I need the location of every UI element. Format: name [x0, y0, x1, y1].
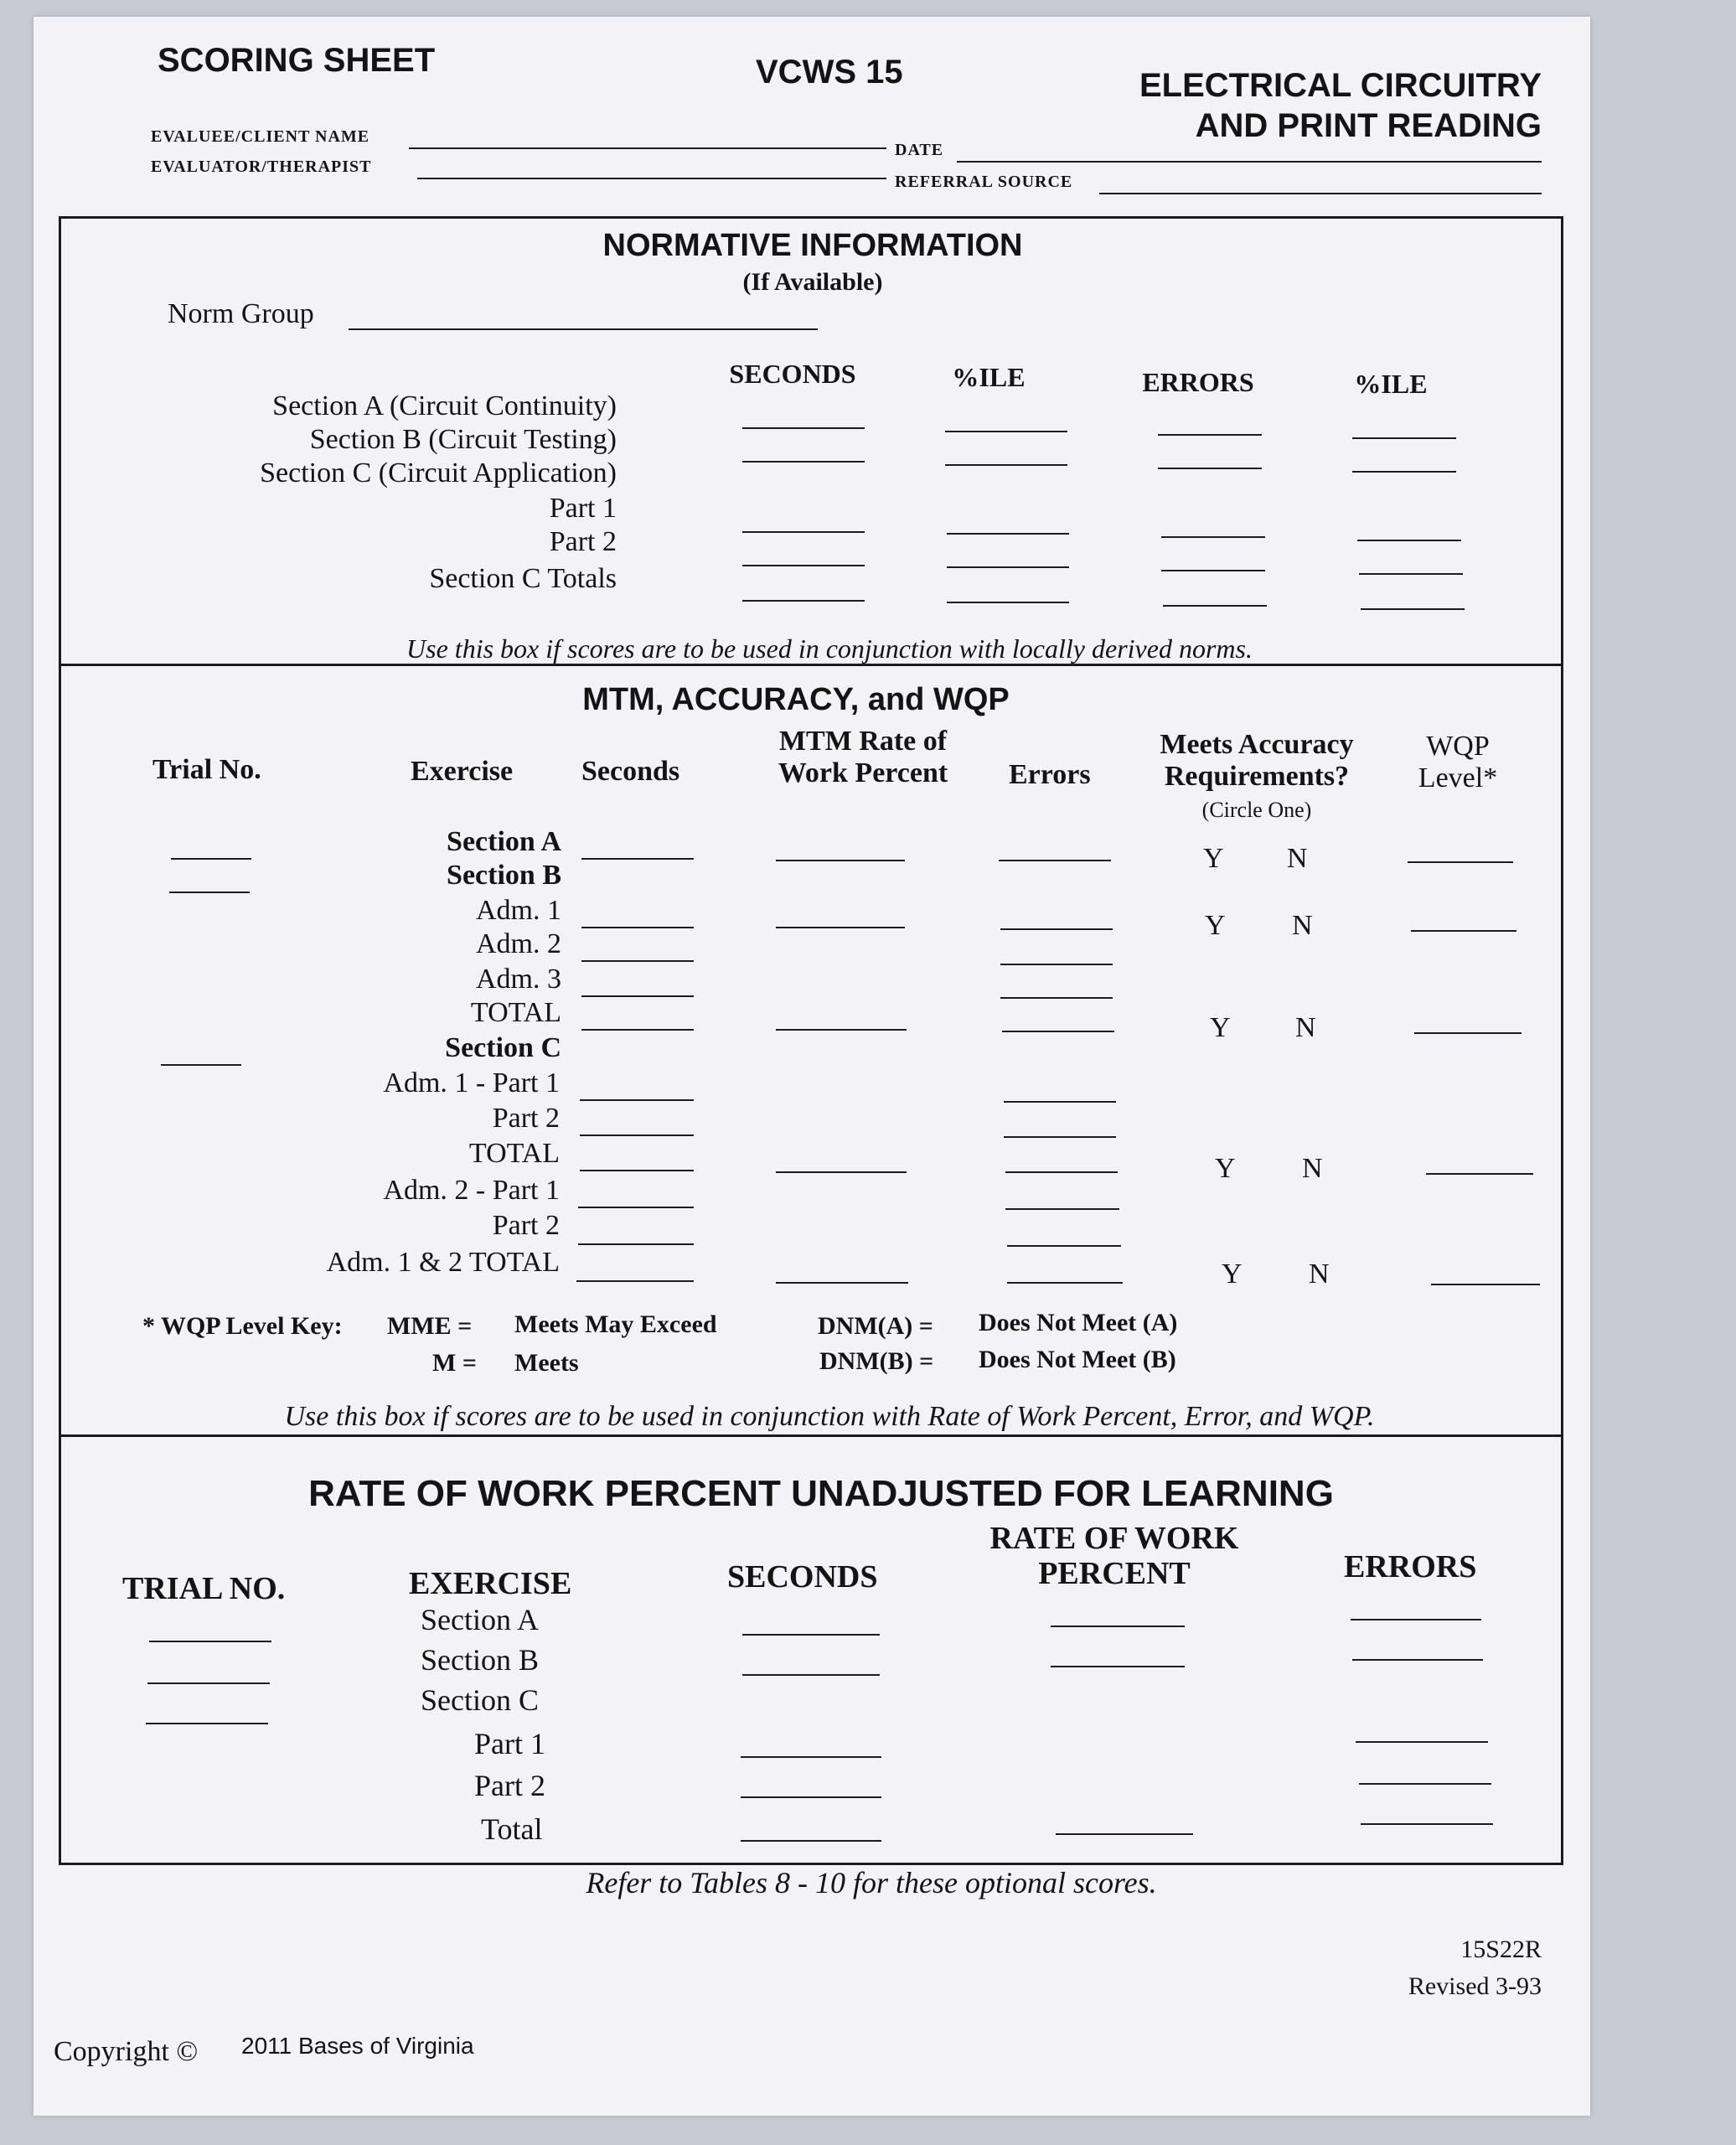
rate-errors-input[interactable]: [1356, 1741, 1488, 1743]
date-input[interactable]: [957, 161, 1542, 163]
errors-input[interactable]: [1005, 1171, 1118, 1173]
errors-input[interactable]: [1007, 1282, 1123, 1284]
rate-col-errors: ERRORS: [1344, 1549, 1477, 1584]
norm-blank[interactable]: [742, 565, 865, 566]
norm-col-pctile-2: %ILE: [1354, 369, 1428, 399]
rate-seconds-input[interactable]: [741, 1796, 881, 1798]
wqp-key-dnma-text: Does Not Meet (A): [979, 1309, 1178, 1336]
trial-no-input[interactable]: [161, 1064, 241, 1066]
no-option[interactable]: N: [1295, 1012, 1316, 1043]
errors-input[interactable]: [1000, 964, 1113, 965]
normative-title: NORMATIVE INFORMATION: [602, 228, 1023, 263]
norm-row-section-c: Section C (Circuit Application): [260, 457, 617, 488]
seconds-input[interactable]: [581, 1029, 694, 1031]
seconds-input[interactable]: [578, 1243, 694, 1245]
norm-blank[interactable]: [1352, 437, 1456, 439]
rate-seconds-input[interactable]: [741, 1756, 881, 1758]
mtm-row-adm-1-2-total: Adm. 1 & 2 TOTAL: [326, 1247, 560, 1278]
no-option[interactable]: N: [1309, 1259, 1330, 1290]
scoring-sheet-page: [34, 17, 1590, 2116]
rate-col-rate-line1: RATE OF WORK: [989, 1521, 1239, 1556]
evaluator-label: EVALUATOR/THERAPIST: [151, 158, 372, 176]
wqp-key-dnma: DNM(A) =: [818, 1312, 933, 1340]
rate-seconds-input[interactable]: [742, 1674, 880, 1676]
mtm-title: MTM, ACCURACY, and WQP: [582, 682, 1010, 717]
form-code: 15S22R: [1460, 1936, 1542, 1963]
rate-row-section-c: Section C: [421, 1683, 539, 1717]
norm-blank[interactable]: [947, 533, 1069, 535]
norm-blank[interactable]: [1161, 536, 1265, 538]
wqp-key-mme-text: Meets May Exceed: [514, 1310, 717, 1338]
norm-blank[interactable]: [742, 427, 865, 429]
norm-blank[interactable]: [1163, 605, 1267, 607]
mtm-col-mtm-line1: MTM Rate of: [778, 726, 948, 757]
norm-blank[interactable]: [1359, 573, 1463, 575]
mtm-col-wqp-line1: WQP: [1426, 731, 1490, 762]
norm-blank[interactable]: [1158, 468, 1262, 469]
wqp-key-mme: MME =: [387, 1312, 473, 1340]
mtm-row-adm-3: Adm. 3: [476, 964, 561, 995]
norm-group-input[interactable]: [349, 328, 818, 330]
norm-col-pctile-1: %ILE: [952, 362, 1026, 392]
no-option[interactable]: N: [1287, 843, 1308, 874]
norm-blank[interactable]: [947, 602, 1069, 603]
seconds-input[interactable]: [581, 858, 694, 860]
yes-option[interactable]: Y: [1210, 1012, 1231, 1043]
errors-input[interactable]: [1002, 1031, 1114, 1032]
rate-percent-input[interactable]: [1056, 1833, 1193, 1835]
mtm-col-meets-line3: (Circle One): [1201, 798, 1312, 822]
mtm-row-adm-1: Adm. 1: [476, 895, 561, 926]
norm-blank[interactable]: [742, 531, 865, 533]
norm-col-errors: ERRORS: [1142, 367, 1254, 397]
errors-input[interactable]: [1000, 928, 1113, 930]
test-code: VCWS 15: [756, 54, 903, 90]
subject-line-1: ELECTRICAL CIRCUITRY: [1139, 67, 1542, 104]
mtm-rate-input[interactable]: [776, 1171, 907, 1173]
evaluator-input[interactable]: [417, 178, 886, 179]
wqp-key-m: M =: [432, 1349, 477, 1377]
no-option[interactable]: N: [1302, 1153, 1323, 1184]
no-option[interactable]: N: [1292, 910, 1313, 941]
mtm-footnote: Use this box if scores are to be used in conjunction with Rate of Work Percent, Error, and WQP.: [284, 1401, 1375, 1432]
rate-title: RATE OF WORK PERCENT UNADJUSTED FOR LEARNING: [308, 1473, 1334, 1514]
mtm-row-total-c1: TOTAL: [468, 1138, 560, 1169]
rate-row-section-a: Section A: [421, 1603, 539, 1636]
date-label: DATE: [895, 141, 944, 159]
mtm-rate-input[interactable]: [776, 1029, 907, 1031]
seconds-input[interactable]: [580, 1135, 694, 1136]
rate-errors-input[interactable]: [1351, 1619, 1481, 1620]
rate-col-trial: TRIAL NO.: [122, 1571, 286, 1606]
mtm-row-adm-1-part-1: Adm. 1 - Part 1: [383, 1067, 560, 1098]
seconds-input[interactable]: [581, 960, 694, 962]
mtm-col-seconds: Seconds: [581, 756, 680, 787]
mtm-row-section-c: Section C: [445, 1032, 561, 1063]
wqp-key-dnmb-text: Does Not Meet (B): [979, 1346, 1176, 1373]
wqp-input[interactable]: [1414, 1032, 1522, 1034]
errors-input[interactable]: [1005, 1208, 1119, 1210]
subject-line-2: AND PRINT READING: [1195, 107, 1542, 144]
rate-percent-input[interactable]: [1051, 1666, 1185, 1667]
mtm-row-adm-2-part-1: Adm. 2 - Part 1: [383, 1175, 560, 1206]
errors-input[interactable]: [1007, 1245, 1121, 1247]
rate-col-exercise: EXERCISE: [409, 1566, 572, 1601]
mtm-rate-input[interactable]: [776, 1282, 908, 1284]
rate-row-part-2: Part 2: [474, 1769, 545, 1802]
norm-blank[interactable]: [742, 600, 865, 602]
mtm-col-exercise: Exercise: [411, 756, 514, 787]
norm-group-label: Norm Group: [168, 298, 314, 329]
norm-blank[interactable]: [1161, 570, 1265, 571]
rate-col-seconds: SECONDS: [727, 1559, 878, 1595]
mtm-row-section-a: Section A: [447, 826, 561, 857]
seconds-input[interactable]: [578, 1207, 694, 1208]
rate-seconds-input[interactable]: [741, 1840, 881, 1842]
normative-subtitle: (If Available): [742, 268, 883, 296]
rate-trial-input[interactable]: [147, 1682, 270, 1684]
yes-option[interactable]: Y: [1205, 910, 1226, 941]
yes-option[interactable]: Y: [1203, 843, 1224, 874]
norm-row-section-b: Section B (Circuit Testing): [309, 424, 617, 455]
norm-row-part-2: Part 2: [549, 526, 617, 557]
rate-col-rate-line2: PERCENT: [1038, 1556, 1191, 1591]
mtm-col-meets-line1: Meets Accuracy: [1160, 729, 1354, 760]
rate-footnote: Refer to Tables 8 - 10 for these optional scores.: [586, 1866, 1157, 1899]
mtm-row-total-b: TOTAL: [470, 997, 561, 1028]
seconds-input[interactable]: [580, 1170, 694, 1171]
wqp-input[interactable]: [1408, 861, 1513, 863]
sheet-title: SCORING SHEET: [158, 42, 436, 79]
rate-errors-input[interactable]: [1359, 1783, 1491, 1785]
rate-trial-input[interactable]: [149, 1641, 271, 1642]
norm-blank[interactable]: [947, 566, 1069, 568]
norm-blank[interactable]: [945, 431, 1067, 432]
mtm-row-adm-2-part-2: Part 2: [492, 1210, 560, 1241]
mtm-col-errors: Errors: [1009, 759, 1091, 790]
norm-blank[interactable]: [945, 464, 1067, 466]
norm-blank[interactable]: [1158, 434, 1262, 436]
mtm-row-adm-2: Adm. 2: [476, 928, 561, 959]
errors-input[interactable]: [999, 860, 1111, 861]
mtm-row-adm-1-part-2: Part 2: [492, 1103, 560, 1134]
trial-no-input[interactable]: [171, 858, 251, 860]
rate-trial-input[interactable]: [146, 1723, 268, 1724]
rate-row-part-1: Part 1: [474, 1727, 545, 1760]
yes-option[interactable]: Y: [1222, 1259, 1243, 1290]
norm-blank[interactable]: [742, 461, 865, 463]
errors-input[interactable]: [1004, 1136, 1116, 1138]
wqp-input[interactable]: [1411, 930, 1516, 932]
mtm-col-trial: Trial No.: [152, 754, 261, 785]
yes-option[interactable]: Y: [1215, 1153, 1236, 1184]
norm-blank[interactable]: [1352, 471, 1456, 473]
rate-percent-input[interactable]: [1051, 1626, 1185, 1627]
seconds-input[interactable]: [580, 1099, 694, 1101]
norm-blank[interactable]: [1361, 608, 1465, 610]
wqp-key-m-text: Meets: [514, 1349, 579, 1377]
wqp-key-label: * WQP Level Key:: [142, 1312, 343, 1340]
errors-input[interactable]: [1004, 1101, 1116, 1103]
trial-no-input[interactable]: [169, 892, 250, 893]
evaluee-input[interactable]: [409, 147, 886, 149]
copyright-label: Copyright ©: [54, 2036, 199, 2067]
revised-date: Revised 3-93: [1408, 1972, 1542, 2000]
norm-row-section-c-totals: Section C Totals: [429, 563, 617, 594]
seconds-input[interactable]: [581, 995, 694, 997]
seconds-input[interactable]: [581, 927, 694, 928]
mtm-col-meets-line2: Requirements?: [1164, 761, 1350, 792]
normative-footnote: Use this box if scores are to be used in conjunction with locally derived norms.: [406, 633, 1253, 664]
norm-row-part-1: Part 1: [549, 493, 617, 524]
rate-errors-input[interactable]: [1361, 1823, 1493, 1825]
rate-row-section-b: Section B: [421, 1643, 539, 1677]
rate-seconds-input[interactable]: [742, 1634, 880, 1636]
rate-row-total: Total: [481, 1812, 543, 1846]
wqp-input[interactable]: [1431, 1284, 1540, 1285]
rate-errors-input[interactable]: [1352, 1659, 1483, 1661]
mtm-col-wqp-line2: Level*: [1418, 762, 1498, 793]
mtm-rate-input[interactable]: [776, 860, 905, 861]
mtm-row-section-b: Section B: [447, 860, 561, 891]
referral-label: REFERRAL SOURCE: [895, 173, 1073, 191]
wqp-input[interactable]: [1426, 1173, 1533, 1175]
errors-input[interactable]: [1000, 997, 1113, 999]
evaluee-label: EVALUEE/CLIENT NAME: [151, 127, 370, 146]
copyright-text: 2011 Bases of Virginia: [241, 2033, 474, 2059]
seconds-input[interactable]: [576, 1280, 694, 1282]
norm-blank[interactable]: [1357, 540, 1461, 541]
wqp-key-dnmb: DNM(B) =: [819, 1347, 934, 1375]
norm-col-seconds: SECONDS: [729, 359, 856, 389]
mtm-rate-input[interactable]: [776, 927, 905, 928]
mtm-col-mtm-line2: Work Percent: [778, 757, 948, 788]
section-divider-2: [59, 1434, 1561, 1437]
referral-input[interactable]: [1099, 193, 1542, 194]
norm-row-section-a: Section A (Circuit Continuity): [272, 390, 617, 421]
